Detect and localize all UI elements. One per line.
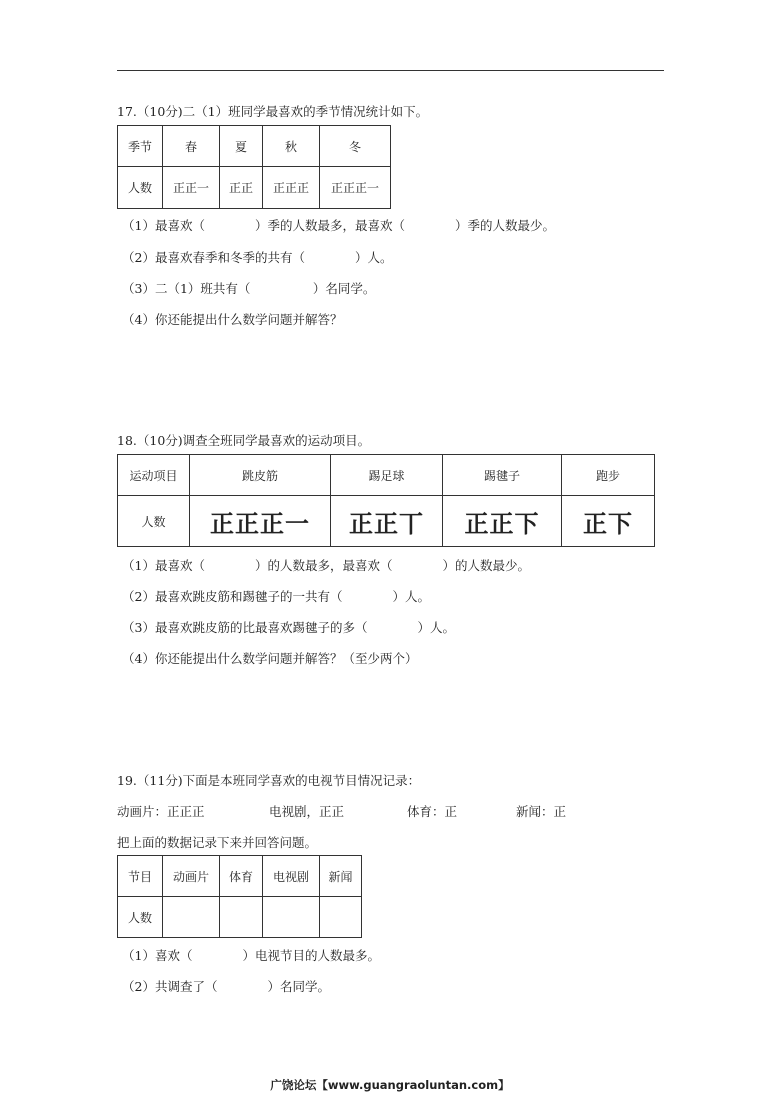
q17-row-label: 人数	[118, 167, 163, 209]
q17-item-3: （3）二（1）班共有（ ）名同学。	[122, 281, 376, 296]
q18-tally-cell: 正下	[562, 496, 655, 547]
q19-record: 电视剧，正正	[269, 804, 345, 819]
q17-item-4: （4）你还能提出什么数学问题并解答？	[122, 312, 343, 327]
q17-header-cell: 秋	[263, 126, 320, 167]
q19-record: 动画片：正正正	[117, 804, 205, 819]
q18-header-cell: 跳皮筋	[190, 455, 331, 496]
q19-blank-cell[interactable]	[163, 897, 220, 938]
q18-header-cell: 踢毽子	[443, 455, 562, 496]
q17-title: 17.（10分)二（1）班同学最喜欢的季节情况统计如下。	[117, 104, 429, 119]
q19-item-2: （2）共调查了（ ）名同学。	[122, 979, 330, 994]
q18-row-label: 人数	[118, 496, 190, 547]
q19-header-cell: 节目	[118, 856, 163, 897]
q18-header-cell: 运动项目	[118, 455, 190, 496]
q19-instruction: 把上面的数据记录下来并回答问题。	[117, 835, 318, 850]
q18-tally-cell: 正正正一	[190, 496, 331, 547]
q18-tally-cell: 正正丅	[331, 496, 443, 547]
q18-item-3: （3）最喜欢跳皮筋的比最喜欢踢毽子的多（ ）人。	[122, 620, 455, 635]
q19-blank-cell[interactable]	[263, 897, 320, 938]
q19-item-1: （1）喜欢（ ）电视节目的人数最多。	[122, 948, 380, 963]
q17-header-cell: 冬	[320, 126, 391, 167]
q17-tally-cell: 正正正	[263, 167, 320, 209]
q18-item-4: （4）你还能提出什么数学问题并解答？（至少两个）	[122, 651, 418, 666]
q19-header-cell: 体育	[220, 856, 263, 897]
top-divider	[117, 70, 664, 71]
q18-header-cell: 跑步	[562, 455, 655, 496]
q17-header-cell: 春	[163, 126, 220, 167]
q18-title: 18.（10分)调查全班同学最喜欢的运动项目。	[117, 433, 371, 448]
q17-table	[117, 125, 391, 209]
q19-header-cell: 动画片	[163, 856, 220, 897]
q18-item-2: （2）最喜欢跳皮筋和踢毽子的一共有（ ）人。	[122, 589, 430, 604]
q19-table	[117, 855, 362, 938]
q17-item-1: （1）最喜欢（ ）季的人数最多，最喜欢（ ）季的人数最少。	[122, 218, 555, 233]
q19-record: 新闻：正	[516, 804, 567, 819]
page-footer: 广饶论坛【www.guangraoluntan.com】	[270, 1078, 510, 1092]
q19-blank-cell[interactable]	[220, 897, 263, 938]
q19-row-label: 人数	[118, 897, 163, 938]
q18-item-1: （1）最喜欢（ ）的人数最多，最喜欢（ ）的人数最少。	[122, 558, 530, 573]
q17-tally-cell: 正正一	[163, 167, 220, 209]
q19-record: 体育：正	[407, 804, 458, 819]
q19-header-cell: 电视剧	[263, 856, 320, 897]
q18-table	[117, 454, 655, 547]
q17-header-cell: 夏	[220, 126, 263, 167]
q17-tally-cell: 正正正一	[320, 167, 391, 209]
q19-header-cell: 新闻	[320, 856, 362, 897]
q17-tally-cell: 正正	[220, 167, 263, 209]
q18-tally-cell: 正正下	[443, 496, 562, 547]
q18-header-cell: 踢足球	[331, 455, 443, 496]
q19-blank-cell[interactable]	[320, 897, 362, 938]
q17-header-cell: 季节	[118, 126, 163, 167]
q17-item-2: （2）最喜欢春季和冬季的共有（ ）人。	[122, 250, 393, 265]
q19-title: 19.（11分)下面是本班同学喜欢的电视节目情况记录：	[117, 773, 421, 788]
